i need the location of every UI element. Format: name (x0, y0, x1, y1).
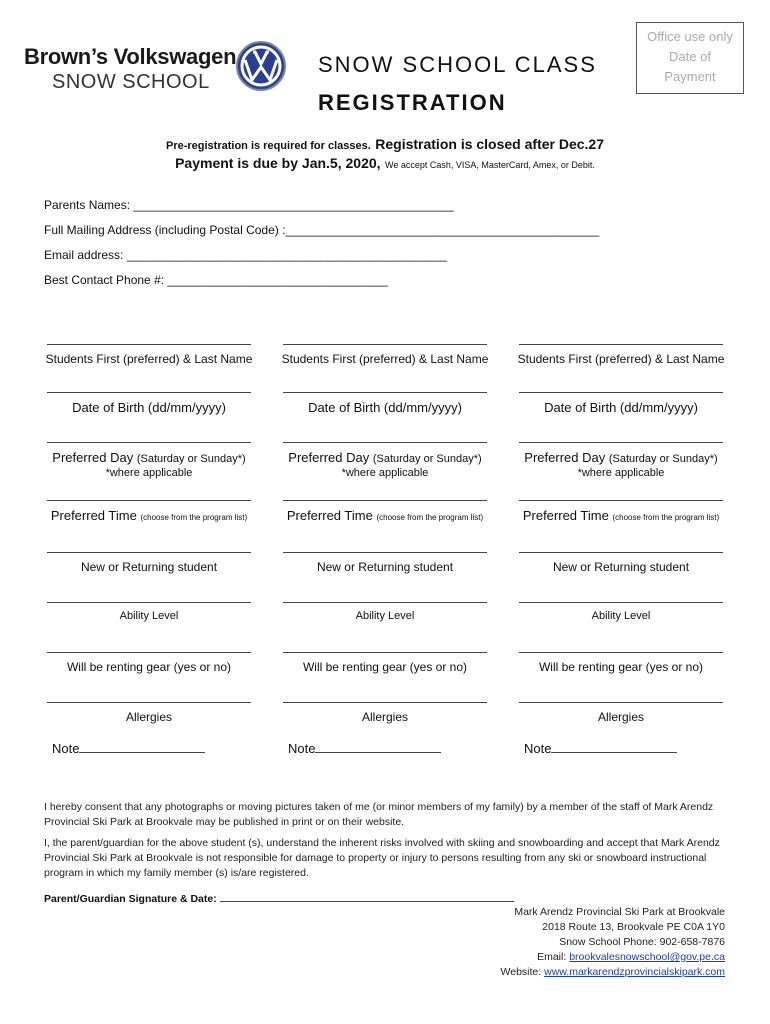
office-use-label: Office use only (647, 29, 733, 44)
preferred-day-sub: (Saturday or Sunday*) (136, 453, 246, 465)
prereg-text: Pre-registration is required for classes. (165, 140, 371, 152)
ability-label: Ability Level (591, 610, 651, 622)
new-returning-label: New or Returning student (552, 560, 690, 574)
allergies-row[interactable] (44, 702, 254, 724)
ability-row[interactable] (280, 602, 490, 622)
student-name-label: Students First (preferred) & Last Name (517, 352, 725, 366)
ability-label: Ability Level (119, 610, 179, 622)
form-title-line2: REGISTRATION (318, 90, 507, 115)
note-label: Note (52, 741, 80, 756)
preregistration-notice (0, 136, 770, 154)
preferred-time-row[interactable] (44, 500, 254, 523)
student-name-row[interactable] (44, 344, 254, 366)
preferred-day-sub: (Saturday or Sunday*) (372, 453, 482, 465)
ability-row[interactable] (44, 602, 254, 622)
preferred-time-sub: (choose from the program list) (376, 513, 484, 522)
mailing-address-field[interactable]: Full Mailing Address (including Postal Code) :_______________________________________________ (44, 223, 600, 237)
student-name-label: Students First (preferred) & Last Name (281, 352, 489, 366)
website-link[interactable]: www.markarendzprovincialskipark.com (544, 966, 725, 978)
new-returning-row[interactable] (44, 552, 254, 574)
phone-field[interactable]: Best Contact Phone #: _________________________________ (44, 273, 388, 287)
office-payment-label: Payment (664, 69, 716, 84)
preferred-day-label: Preferred Day (52, 450, 134, 465)
preferred-day-row[interactable] (280, 442, 490, 479)
office-use-box (636, 22, 744, 94)
ability-row[interactable] (516, 602, 726, 622)
note-label: Note (288, 741, 316, 756)
risk-acknowledgement-text: I, the parent/guardian for the above student (s), understand the inherent risks involved with skiing and snowboarding and accept that Mark Arendz Provincial Ski Park at Brookvale is not responsible for damage to property or injury to persons resulting from any ski or snowboard instructional program in which my family member (s) is/are registered. (44, 837, 720, 879)
park-website-line (501, 965, 725, 980)
dob-row[interactable] (280, 392, 490, 415)
logo-title: Brown’s Volkswagen (24, 44, 237, 69)
payment-notice (0, 155, 770, 173)
parents-names-field[interactable]: Parents Names: ________________________________________________ (44, 198, 454, 212)
student-name-row[interactable] (280, 344, 490, 366)
renting-row[interactable] (44, 652, 254, 674)
park-name: Mark Arendz Provincial Ski Park at Brookvale (514, 906, 725, 918)
dob-row[interactable] (44, 392, 254, 415)
photo-consent-text: I hereby consent that any photographs or moving pictures taken of me (or minor members of my family) by a member of the staff of Mark Arendz Provincial Ski Park at Brookvale may be published in print or on their website. (44, 801, 714, 828)
email-field[interactable]: Email address: ________________________________________________ (44, 248, 448, 262)
where-applicable-note: *where applicable (341, 467, 429, 479)
park-phone: Snow School Phone: 902-658-7876 (559, 936, 725, 948)
preferred-time-label: Preferred Time (286, 508, 373, 523)
preferred-time-sub: (choose from the program list) (612, 513, 720, 522)
renting-label: Will be renting gear (yes or no) (66, 660, 232, 674)
preferred-time-row[interactable] (516, 500, 726, 523)
preferred-day-label: Preferred Day (288, 450, 370, 465)
new-returning-row[interactable] (280, 552, 490, 574)
dob-row[interactable] (516, 392, 726, 415)
dob-label: Date of Birth (dd/mm/yyyy) (72, 400, 226, 415)
where-applicable-note: *where applicable (105, 467, 193, 479)
payment-text: Payment is due by Jan.5, 2020, (175, 155, 381, 171)
park-street: 2018 Route 13, Brookvale PE C0A 1Y0 (542, 921, 725, 933)
preferred-time-label: Preferred Time (50, 508, 137, 523)
renting-label: Will be renting gear (yes or no) (302, 660, 468, 674)
signature-field[interactable] (44, 891, 514, 905)
ability-label: Ability Level (355, 610, 415, 622)
renting-label: Will be renting gear (yes or no) (538, 660, 704, 674)
where-applicable-note: *where applicable (577, 467, 665, 479)
closed-text: Registration is closed after Dec.27 (375, 136, 605, 152)
email-link[interactable]: brookvalesnowschool@gov.pe.ca (569, 951, 725, 963)
form-title-line1: SNOW SCHOOL CLASS (318, 52, 597, 77)
student-name-row[interactable] (516, 344, 726, 366)
allergies-label: Allergies (361, 710, 409, 724)
preferred-day-row[interactable] (44, 442, 254, 479)
logo-subtitle: SNOW SCHOOL (52, 71, 210, 93)
note-field[interactable] (524, 741, 677, 756)
park-email-line (537, 950, 725, 965)
office-date-label: Date of (669, 49, 711, 64)
allergies-label: Allergies (597, 710, 645, 724)
preferred-day-label: Preferred Day (524, 450, 606, 465)
note-field[interactable] (288, 741, 441, 756)
note-field[interactable] (52, 741, 205, 756)
allergies-row[interactable] (516, 702, 726, 724)
student-name-label: Students First (preferred) & Last Name (45, 352, 253, 366)
preferred-day-row[interactable] (516, 442, 726, 479)
preferred-time-sub: (choose from the program list) (140, 513, 248, 522)
vw-logo-icon (235, 40, 287, 92)
allergies-row[interactable] (280, 702, 490, 724)
new-returning-label: New or Returning student (316, 560, 454, 574)
renting-row[interactable] (516, 652, 726, 674)
preferred-day-sub: (Saturday or Sunday*) (608, 453, 718, 465)
signature-label: Parent/Guardian Signature & Date: (44, 893, 217, 905)
renting-row[interactable] (280, 652, 490, 674)
email-label: Email: (537, 951, 567, 963)
note-label: Note (524, 741, 552, 756)
new-returning-row[interactable] (516, 552, 726, 574)
new-returning-label: New or Returning student (80, 560, 218, 574)
accept-text: We accept Cash, VISA, MasterCard, Amex, or Debit. (384, 160, 595, 170)
dob-label: Date of Birth (dd/mm/yyyy) (308, 400, 462, 415)
allergies-label: Allergies (125, 710, 173, 724)
preferred-time-row[interactable] (280, 500, 490, 523)
dob-label: Date of Birth (dd/mm/yyyy) (544, 400, 698, 415)
website-label: Website: (500, 966, 542, 978)
preferred-time-label: Preferred Time (522, 508, 609, 523)
